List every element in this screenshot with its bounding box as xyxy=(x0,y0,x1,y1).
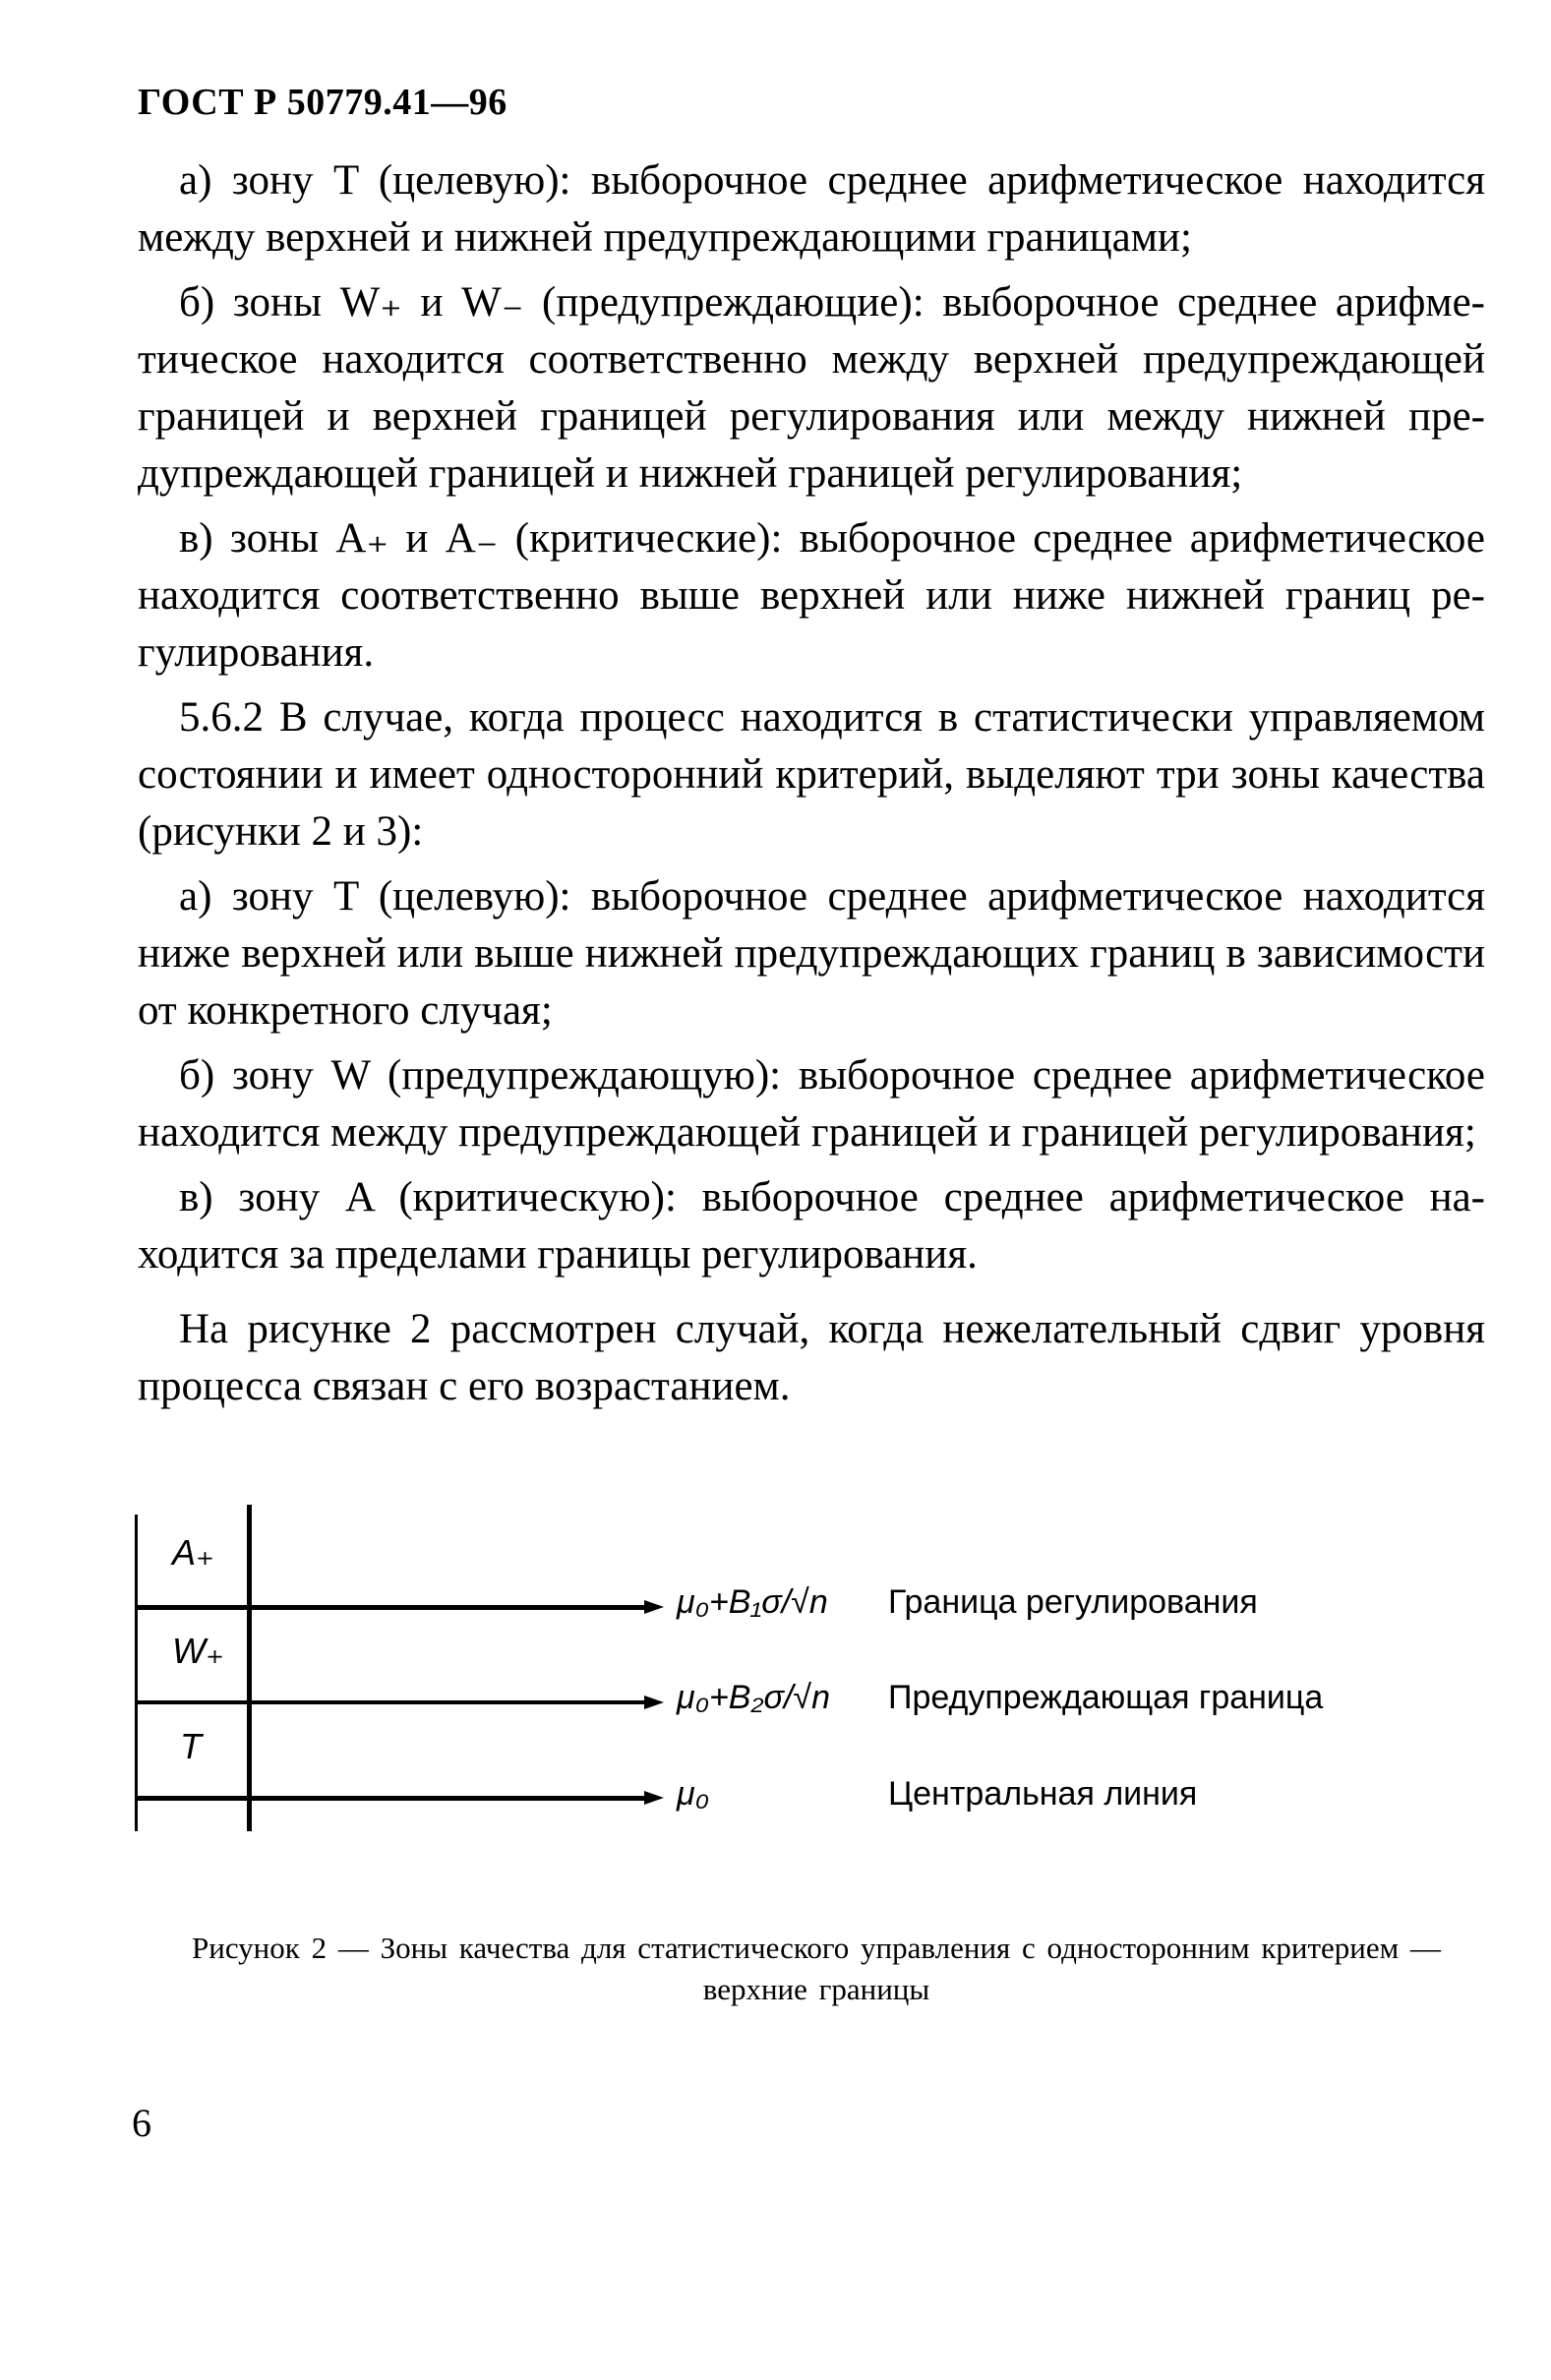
paragraph: а) зону T (целевую): выборочное среднее арифметическое находится ниже верхней или выше нижней предупреждающих границ в зависимости от конкретного случая; xyxy=(138,873,1485,1034)
warning-limit-line xyxy=(135,1700,649,1704)
document-header: ГОСТ Р 50779.41—96 xyxy=(138,82,507,123)
arrow-icon xyxy=(644,1791,664,1805)
quality-zones-figure xyxy=(0,1505,1551,1859)
paragraph: в) зону A (критическую): выборочное среднее арифметическое находится за пределами границы регулирования. xyxy=(138,1174,1485,1278)
formula-center-line: μ₀ xyxy=(677,1775,709,1813)
paragraph: 5.6.2 В случае, когда процесс находится в статистически управляемом состоянии и имеет односторонний критерий, выделяют три зоны качества (рисунки 2 и 3): xyxy=(138,694,1485,855)
zone-axis-left xyxy=(135,1515,138,1831)
label-control-limit: Граница регулирования xyxy=(888,1583,1258,1621)
page-number: 6 xyxy=(132,2101,151,2145)
formula-control-limit: μ₀+B₁σ/√n xyxy=(677,1583,828,1621)
figure-caption: Рисунок 2 — Зоны качества для статистического управления с односторонним критерием — верхние границы xyxy=(192,1931,1441,2006)
paragraph: На рисунке 2 рассмотрен случай, когда нежелательный сдвиг уровня процесса связан с его возрастанием. xyxy=(138,1306,1485,1409)
label-center-line: Центральная линия xyxy=(888,1775,1198,1813)
paragraph: а) зону T (целевую): выборочное среднее арифметическое находится между верхней и нижней предупреждающими границами; xyxy=(138,157,1485,261)
label-warning-limit: Предупреждающая граница xyxy=(888,1679,1324,1716)
body-text xyxy=(138,152,1485,1415)
paragraph: б) зону W (предупреждающую): выборочное среднее арифметическое находится между предупреждающей границей и границей регулирования; xyxy=(138,1052,1485,1156)
paragraph: в) зоны A₊ и A₋ (критические): выборочное среднее арифметическое находится соответственно выше верхней или ниже нижней границ регулирования. xyxy=(138,515,1485,676)
zone-label-a-plus: A₊ xyxy=(172,1532,215,1573)
paragraph: б) зоны W₊ и W₋ (предупреждающие): выборочное среднее арифметическое находится соответственно между верхней предупреждающей границей и верхней границей регулирования или между нижней предупреждающей границей и нижней границей регулирования; xyxy=(138,279,1485,497)
zone-label-w-plus: W₊ xyxy=(172,1631,224,1671)
center-line xyxy=(135,1796,649,1801)
arrow-icon xyxy=(644,1600,664,1614)
zone-axis-right xyxy=(247,1505,252,1831)
zone-label-t: T xyxy=(180,1726,202,1766)
arrow-icon xyxy=(644,1696,664,1709)
control-limit-line xyxy=(135,1605,649,1610)
formula-warning-limit: μ₀+B₂σ/√n xyxy=(677,1679,830,1716)
